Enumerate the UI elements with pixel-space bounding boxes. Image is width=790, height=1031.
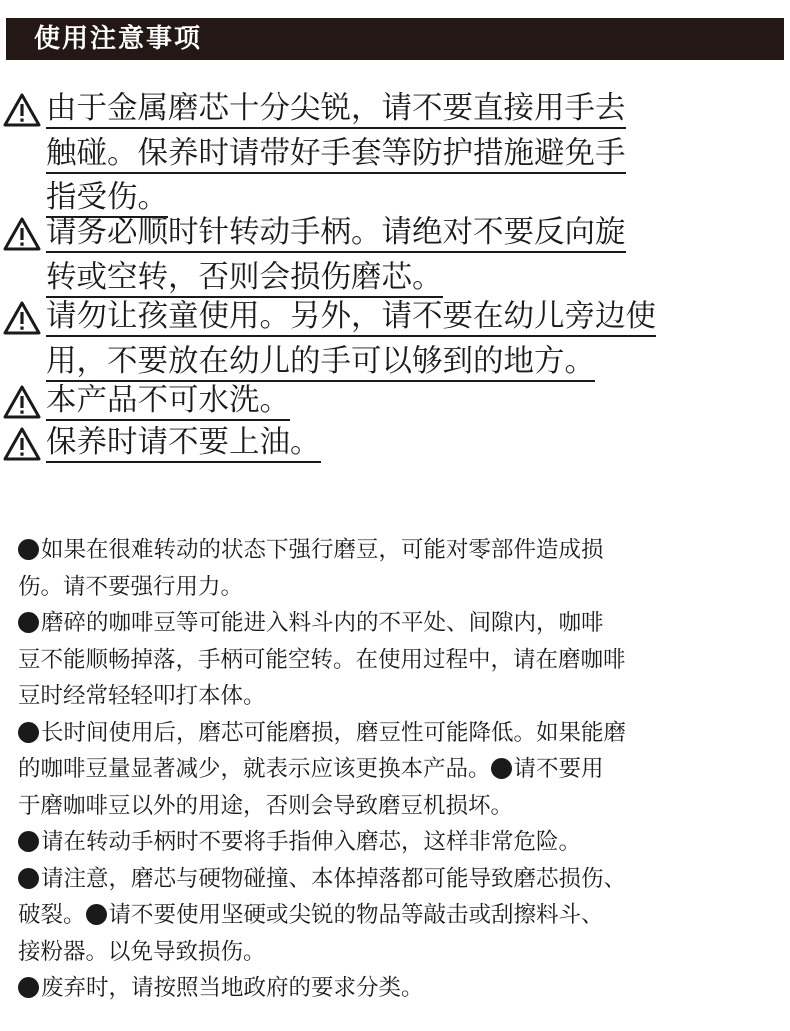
- warning-line: 用，不要放在幼儿的手可以够到的地方。: [46, 344, 595, 382]
- note-text: 请不要使用坚硬或尖锐的物品等敲击或刮擦料斗、: [108, 902, 604, 928]
- note-text: 废弃时，请按照当地政府的要求分类。: [41, 975, 424, 1001]
- warning-line: 触碰。保养时请带好手套等防护措施避免手: [46, 136, 626, 174]
- warning-line: 请勿让孩童使用。另外，请不要在幼儿旁边使: [46, 299, 656, 337]
- note-line: [18, 751, 768, 788]
- note-line: [18, 605, 768, 642]
- note-line: [18, 569, 768, 606]
- bullet-dot-icon: [18, 831, 39, 852]
- warning-line: 指受伤。: [46, 180, 168, 218]
- note-line: [18, 897, 768, 934]
- note-line: [18, 934, 768, 971]
- note-text: 如果在很难转动的状态下强行磨豆，可能对零部件造成损: [41, 537, 604, 563]
- note-text: 磨碎的咖啡豆等可能进入料斗内的不平处、间隙内，咖啡: [41, 610, 604, 636]
- note-line: [18, 970, 768, 1007]
- note-text: 请不要用: [513, 756, 604, 782]
- note-line: [18, 715, 768, 752]
- note-line: [18, 824, 768, 861]
- note-text: 长时间使用后，磨芯可能磨损，磨豆性可能降低。如果能磨: [41, 719, 627, 746]
- warning-line: 由于金属磨芯十分尖锐，请不要直接用手去: [46, 91, 626, 129]
- warning-text: [46, 380, 770, 425]
- note-line: [18, 642, 768, 679]
- warning-line: 转或空转，否则会损伤磨芯。: [46, 260, 443, 298]
- note-text: 的咖啡豆量显著减少，就表示应该更换本产品。: [18, 756, 491, 782]
- warning-icon: [2, 300, 42, 336]
- warning-text: [46, 212, 770, 301]
- note-text: 请在转动手柄时不要将手指伸入磨芯，这样非常危险。: [41, 829, 582, 855]
- bullet-dot-icon: [491, 758, 512, 779]
- bullet-dot-icon: [18, 612, 39, 633]
- warning-icon: [2, 384, 42, 420]
- page-title: 使用注意事项: [34, 24, 203, 54]
- warning-line: 请务必顺时针转动手柄。请绝对不要反向旋: [46, 215, 626, 253]
- note-text: 豆时经常轻轻叩打本体。: [18, 683, 266, 709]
- warning-line: 保养时请不要上油。: [46, 425, 321, 463]
- header-bar: [6, 18, 784, 60]
- warning-icon: [2, 426, 42, 462]
- warning-text: [46, 296, 770, 385]
- note-text: 请注意，磨芯与硬物碰撞、本体掉落都可能导致磨芯损伤、: [41, 865, 627, 892]
- note-text: 伤。请不要强行用力。: [18, 573, 244, 600]
- warning-text: [46, 88, 770, 222]
- bullet-dot-icon: [86, 904, 107, 925]
- bullet-dot-icon: [18, 977, 39, 998]
- note-line: [18, 678, 768, 715]
- warning-text: [46, 422, 770, 467]
- note-line: [18, 532, 768, 569]
- bullet-dot-icon: [18, 539, 39, 560]
- note-line: [18, 788, 768, 825]
- note-text: 接粉器。以免导致损伤。: [18, 938, 266, 965]
- warning-icon: [2, 216, 42, 252]
- note-line: [18, 861, 768, 898]
- note-text: 豆不能顺畅掉落，手柄可能空转。在使用过程中，请在磨咖啡: [18, 646, 626, 673]
- warning-line: 本产品不可水洗。: [46, 383, 290, 421]
- note-text: 于磨咖啡豆以外的用途，否则会导致磨豆机损坏。: [18, 792, 514, 819]
- notes-section: [18, 532, 768, 1007]
- note-text: 破裂。: [18, 902, 86, 928]
- bullet-dot-icon: [18, 722, 39, 743]
- bullet-dot-icon: [18, 868, 39, 889]
- warning-icon: [2, 92, 42, 128]
